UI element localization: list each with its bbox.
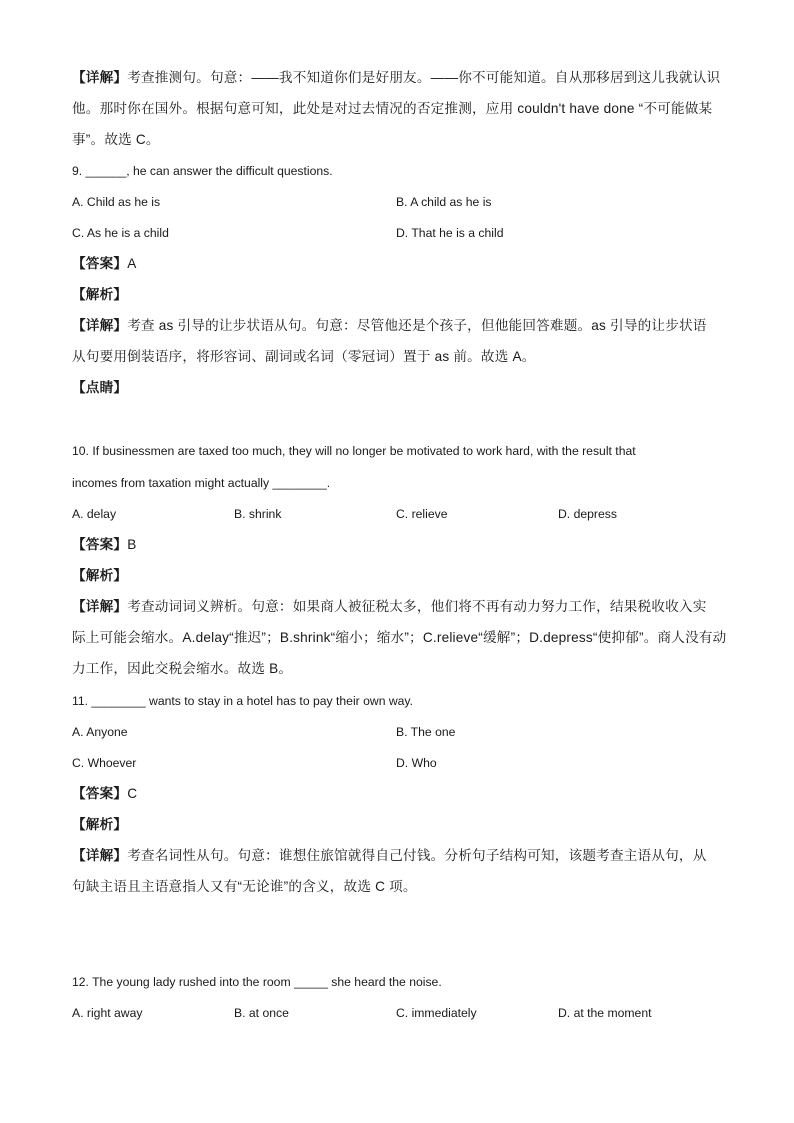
explain-text: 考查 as 引导的让步状语从句。句意：尽管他还是个孩子，但他能回答难题。as 引导的让步状语 <box>127 318 707 333</box>
q10-stem-line2: incomes from taxation might actually ________. <box>72 476 331 490</box>
q12-option-c: C. immediately <box>396 1006 477 1020</box>
answer-value: A <box>127 256 137 271</box>
answer-label: 【答案】 <box>72 537 128 552</box>
q8-explain-line2: 他。那时你在国外。根据句意可知，此处是对过去情况的否定推测，应用 couldn't have done “不可能做某 <box>72 101 713 116</box>
q10-option-a: A. delay <box>72 507 117 521</box>
q10-stem-line1: 10. If businessmen are taxed too much, they will no longer be motivated to work hard, with the result that <box>72 444 636 458</box>
q11-option-b: B. The one <box>396 725 456 739</box>
q11-explain-line1 <box>72 848 707 864</box>
q10-explain-line3: 力工作，因此交税会缩水。故选 B。 <box>72 661 293 676</box>
q9-option-d: D. That he is a child <box>396 226 504 240</box>
answer-value: B <box>127 537 137 552</box>
explain-text: 考查动词词义辨析。句意：如果商人被征税太多，他们将不再有动力努力工作，结果税收收入实 <box>127 599 707 614</box>
q10-answer <box>72 537 136 553</box>
q10-explain-line1 <box>72 599 707 615</box>
q11-option-d: D. Who <box>396 756 437 770</box>
q10-option-c: C. relieve <box>396 507 448 521</box>
q9-explain-line1 <box>72 318 707 334</box>
q11-explain-line2: 句缺主语且主语意指人又有“无论谁”的含义，故选 C 项。 <box>72 879 417 894</box>
q12-option-b: B. at once <box>234 1006 289 1020</box>
q12-option-a: A. right away <box>72 1006 143 1020</box>
q9-option-b: B. A child as he is <box>396 195 492 209</box>
q12-stem: 12. The young lady rushed into the room _____ she heard the noise. <box>72 975 442 989</box>
q11-analysis-label: 【解析】 <box>72 817 128 832</box>
q8-explain-line1 <box>72 70 720 86</box>
answer-label: 【答案】 <box>72 256 128 271</box>
answer-label: 【答案】 <box>72 786 128 801</box>
explain-label: 【详解】 <box>72 599 128 614</box>
q10-analysis-label: 【解析】 <box>72 568 128 583</box>
q9-stem: 9. ______, he can answer the difficult questions. <box>72 164 333 178</box>
explain-label: 【详解】 <box>72 848 128 863</box>
q11-option-a: A. Anyone <box>72 725 128 739</box>
q11-stem: 11. ________ wants to stay in a hotel has to pay their own way. <box>72 694 414 708</box>
q9-tip-label: 【点睛】 <box>72 380 128 395</box>
q10-explain-line2: 际上可能会缩水。A.delay“推迟”；B.shrink“缩小；缩水”；C.relieve“缓解”；D.depress“使抑郁”。商人没有动 <box>72 630 727 645</box>
q10-option-d: D. depress <box>558 507 617 521</box>
q11-option-c: C. Whoever <box>72 756 137 770</box>
explain-label: 【详解】 <box>72 70 128 85</box>
q9-answer <box>72 256 136 272</box>
explain-label: 【详解】 <box>72 318 128 333</box>
q9-explain-line2: 从句要用倒装语序，将形容词、副词或名词（零冠词）置于 as 前。故选 A。 <box>72 349 536 364</box>
q9-option-c: C. As he is a child <box>72 226 169 240</box>
q9-option-a: A. Child as he is <box>72 195 161 209</box>
q11-answer <box>72 786 137 802</box>
q9-analysis-label: 【解析】 <box>72 287 128 302</box>
q8-explain-line3: 事”。故选 C。 <box>72 132 160 147</box>
q10-option-b: B. shrink <box>234 507 282 521</box>
explain-text: 考查名词性从句。句意：谁想住旅馆就得自己付钱。分析句子结构可知，该题考查主语从句，从 <box>127 848 707 863</box>
explain-text: 考查推测句。句意：——我不知道你们是好朋友。——你不可能知道。自从那移居到这儿我就认识 <box>127 70 721 85</box>
answer-value: C <box>127 786 138 801</box>
q12-option-d: D. at the moment <box>558 1006 652 1020</box>
